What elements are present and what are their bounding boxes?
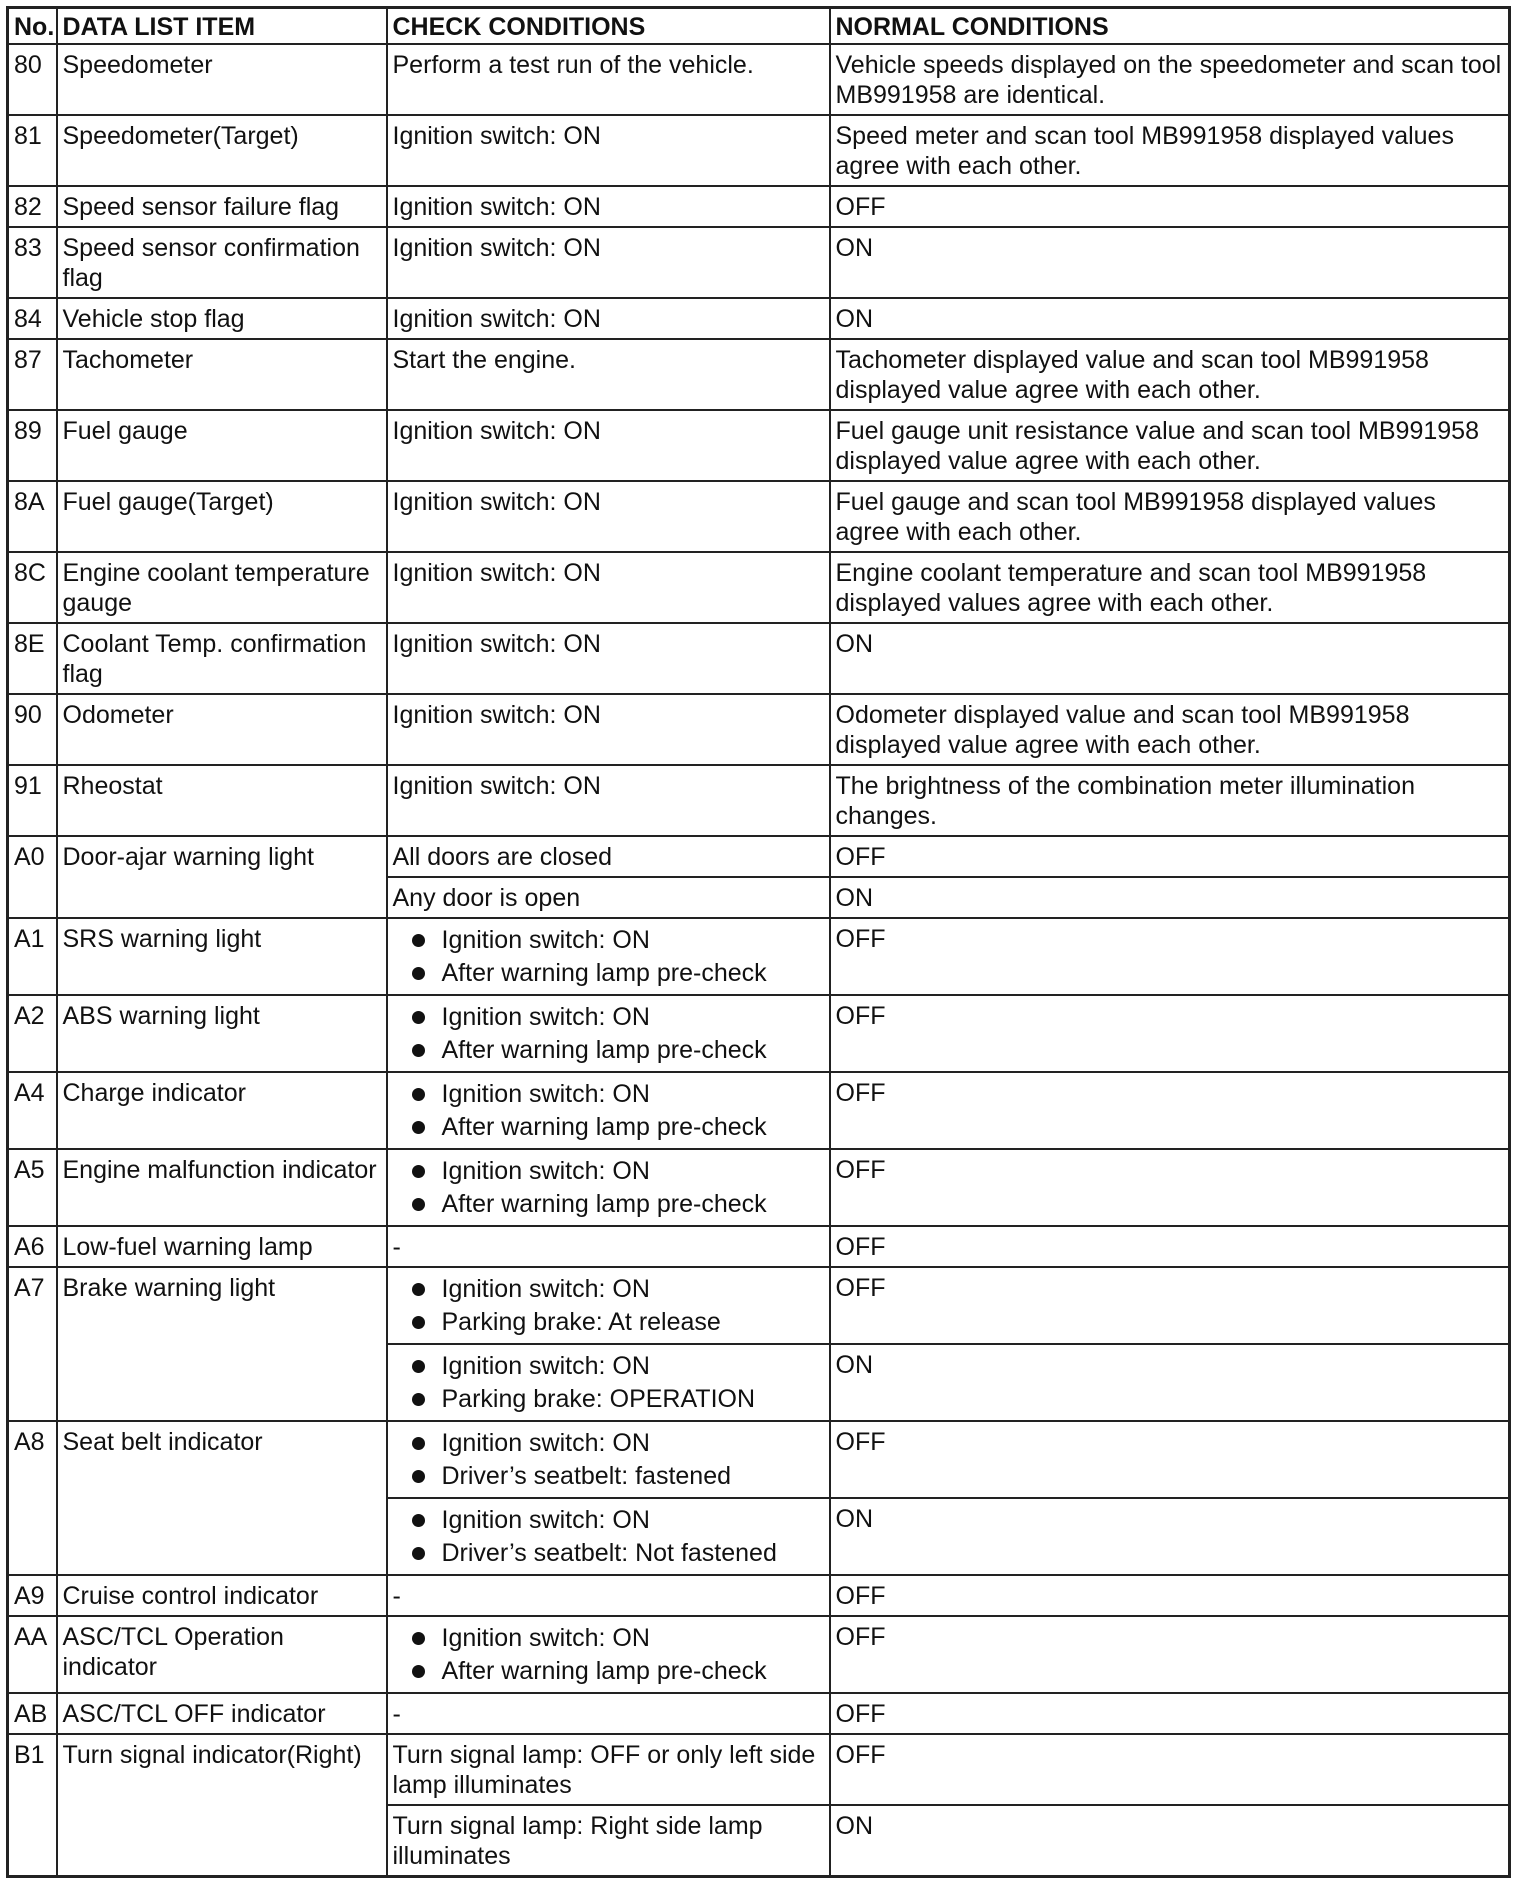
check-condition-bullet: Ignition switch: ON	[412, 1622, 824, 1655]
item-name: Turn signal indicator(Right)	[57, 1734, 387, 1877]
table-row	[8, 227, 1510, 298]
check-condition: All doors are closed	[387, 836, 830, 877]
item-name: Brake warning light	[57, 1267, 387, 1421]
check-condition: -	[387, 1693, 830, 1734]
normal-condition: ON	[830, 298, 1510, 339]
normal-condition: OFF	[830, 918, 1510, 995]
item-name: Odometer	[57, 694, 387, 765]
normal-condition: OFF	[830, 1616, 1510, 1693]
check-condition: Turn signal lamp: Right side lamp illuminates	[387, 1805, 830, 1877]
normal-condition: OFF	[830, 836, 1510, 877]
normal-condition: Fuel gauge and scan tool MB991958 displayed values agree with each other.	[830, 481, 1510, 552]
normal-condition: Fuel gauge unit resistance value and scan tool MB991958 displayed value agree with each other.	[830, 410, 1510, 481]
table-row	[8, 481, 1510, 552]
check-condition: Ignition switch: ON	[387, 694, 830, 765]
table-row	[8, 410, 1510, 481]
item-number: B1	[8, 1734, 57, 1877]
item-name: Charge indicator	[57, 1072, 387, 1149]
item-number: 87	[8, 339, 57, 410]
table-row	[8, 298, 1510, 339]
item-number: 82	[8, 186, 57, 227]
item-name: Rheostat	[57, 765, 387, 836]
check-condition: -	[387, 1575, 830, 1616]
item-name: Engine malfunction indicator	[57, 1149, 387, 1226]
check-condition	[387, 1149, 830, 1226]
item-number: A9	[8, 1575, 57, 1616]
item-number: 83	[8, 227, 57, 298]
item-number: AA	[8, 1616, 57, 1693]
check-condition-bullet: After warning lamp pre-check	[412, 1655, 824, 1688]
check-condition-bullet: Driver’s seatbelt: fastened	[412, 1460, 824, 1493]
item-name: ASC/TCL OFF indicator	[57, 1693, 387, 1734]
item-name: Engine coolant temperature gauge	[57, 552, 387, 623]
normal-condition: OFF	[830, 1267, 1510, 1344]
header-data-list-item: DATA LIST ITEM	[57, 8, 387, 45]
table-row	[8, 44, 1510, 115]
item-name: Vehicle stop flag	[57, 298, 387, 339]
table-row	[8, 115, 1510, 186]
item-name: Seat belt indicator	[57, 1421, 387, 1575]
check-condition-list	[393, 1078, 824, 1144]
item-number: 8C	[8, 552, 57, 623]
table-row	[8, 1693, 1510, 1734]
normal-condition: ON	[830, 623, 1510, 694]
normal-condition: OFF	[830, 1072, 1510, 1149]
item-number: A8	[8, 1421, 57, 1575]
item-number: 84	[8, 298, 57, 339]
check-condition-bullet: Ignition switch: ON	[412, 1273, 824, 1306]
table-row	[8, 1072, 1510, 1149]
normal-condition: Engine coolant temperature and scan tool MB991958 displayed values agree with each other.	[830, 552, 1510, 623]
table-row	[8, 694, 1510, 765]
normal-condition: OFF	[830, 1149, 1510, 1226]
table-row	[8, 623, 1510, 694]
item-number: 90	[8, 694, 57, 765]
table-row	[8, 1149, 1510, 1226]
item-name: Door-ajar warning light	[57, 836, 387, 918]
check-condition-bullet: Ignition switch: ON	[412, 1504, 824, 1537]
item-number: A1	[8, 918, 57, 995]
item-number: 81	[8, 115, 57, 186]
check-condition-list	[393, 1350, 824, 1416]
table-row	[8, 1575, 1510, 1616]
item-number: A0	[8, 836, 57, 918]
check-condition-list	[393, 1504, 824, 1570]
item-number: A5	[8, 1149, 57, 1226]
item-number: 80	[8, 44, 57, 115]
check-condition: Ignition switch: ON	[387, 552, 830, 623]
check-condition-list	[393, 1622, 824, 1688]
item-name: SRS warning light	[57, 918, 387, 995]
item-name: Speed sensor failure flag	[57, 186, 387, 227]
normal-condition: Speed meter and scan tool MB991958 displayed values agree with each other.	[830, 115, 1510, 186]
normal-condition: ON	[830, 877, 1510, 918]
item-number: AB	[8, 1693, 57, 1734]
check-condition-bullet: After warning lamp pre-check	[412, 957, 824, 990]
normal-condition: Vehicle speeds displayed on the speedometer and scan tool MB991958 are identical.	[830, 44, 1510, 115]
check-condition-bullet: Parking brake: At release	[412, 1306, 824, 1339]
table-row	[8, 552, 1510, 623]
check-condition-list	[393, 1155, 824, 1221]
check-condition: Turn signal lamp: OFF or only left side lamp illuminates	[387, 1734, 830, 1805]
check-condition-bullet: Ignition switch: ON	[412, 1350, 824, 1383]
check-condition: Ignition switch: ON	[387, 115, 830, 186]
check-condition-bullet: Driver’s seatbelt: Not fastened	[412, 1537, 824, 1570]
item-name: ABS warning light	[57, 995, 387, 1072]
check-condition-bullet: Ignition switch: ON	[412, 1078, 824, 1111]
item-name: ASC/TCL Operation indicator	[57, 1616, 387, 1693]
check-condition	[387, 1267, 830, 1344]
check-condition-list	[393, 1273, 824, 1339]
normal-condition: Odometer displayed value and scan tool MB991958 displayed value agree with each other.	[830, 694, 1510, 765]
header-normal-conditions: NORMAL CONDITIONS	[830, 8, 1510, 45]
check-condition	[387, 995, 830, 1072]
header-row	[8, 8, 1510, 45]
check-condition	[387, 1072, 830, 1149]
check-condition: Any door is open	[387, 877, 830, 918]
item-name: Fuel gauge	[57, 410, 387, 481]
check-condition: Ignition switch: ON	[387, 186, 830, 227]
item-name: Speed sensor confirmation flag	[57, 227, 387, 298]
table-row	[8, 1421, 1510, 1498]
check-condition-bullet: Ignition switch: ON	[412, 924, 824, 957]
table-row	[8, 186, 1510, 227]
table-row	[8, 765, 1510, 836]
check-condition-list	[393, 1001, 824, 1067]
item-name: Low-fuel warning lamp	[57, 1226, 387, 1267]
check-condition: Ignition switch: ON	[387, 623, 830, 694]
check-condition-bullet: After warning lamp pre-check	[412, 1034, 824, 1067]
normal-condition: ON	[830, 1498, 1510, 1575]
table-row	[8, 339, 1510, 410]
check-condition-list	[393, 924, 824, 990]
item-name: Cruise control indicator	[57, 1575, 387, 1616]
check-condition: Start the engine.	[387, 339, 830, 410]
item-number: A7	[8, 1267, 57, 1421]
normal-condition: OFF	[830, 1421, 1510, 1498]
normal-condition: OFF	[830, 995, 1510, 1072]
table-row	[8, 918, 1510, 995]
item-number: A2	[8, 995, 57, 1072]
check-condition	[387, 1344, 830, 1421]
table-row	[8, 1267, 1510, 1344]
check-condition: -	[387, 1226, 830, 1267]
normal-condition: ON	[830, 227, 1510, 298]
check-condition: Ignition switch: ON	[387, 481, 830, 552]
normal-condition: ON	[830, 1805, 1510, 1877]
table-row	[8, 836, 1510, 877]
check-condition: Perform a test run of the vehicle.	[387, 44, 830, 115]
item-number: 89	[8, 410, 57, 481]
item-number: 91	[8, 765, 57, 836]
check-condition: Ignition switch: ON	[387, 765, 830, 836]
item-number: A4	[8, 1072, 57, 1149]
normal-condition: The brightness of the combination meter illumination changes.	[830, 765, 1510, 836]
check-condition-bullet: After warning lamp pre-check	[412, 1111, 824, 1144]
normal-condition: Tachometer displayed value and scan tool MB991958 displayed value agree with each other.	[830, 339, 1510, 410]
normal-condition: OFF	[830, 1575, 1510, 1616]
normal-condition: OFF	[830, 186, 1510, 227]
table-row	[8, 1734, 1510, 1805]
item-number: 8A	[8, 481, 57, 552]
item-name: Speedometer	[57, 44, 387, 115]
item-number: A6	[8, 1226, 57, 1267]
check-condition-bullet: Ignition switch: ON	[412, 1155, 824, 1188]
check-condition: Ignition switch: ON	[387, 227, 830, 298]
item-name: Fuel gauge(Target)	[57, 481, 387, 552]
check-condition-bullet: Parking brake: OPERATION	[412, 1383, 824, 1416]
check-condition: Ignition switch: ON	[387, 298, 830, 339]
item-number: 8E	[8, 623, 57, 694]
table-header	[8, 8, 1510, 45]
table-row	[8, 1226, 1510, 1267]
check-condition-bullet: Ignition switch: ON	[412, 1001, 824, 1034]
normal-condition: OFF	[830, 1226, 1510, 1267]
check-condition-list	[393, 1427, 824, 1493]
check-condition	[387, 918, 830, 995]
check-condition-bullet: Ignition switch: ON	[412, 1427, 824, 1460]
check-condition	[387, 1421, 830, 1498]
item-name: Speedometer(Target)	[57, 115, 387, 186]
data-list-page	[6, 6, 1508, 1878]
table-body	[8, 44, 1510, 1877]
item-name: Tachometer	[57, 339, 387, 410]
normal-condition: OFF	[830, 1693, 1510, 1734]
check-condition	[387, 1616, 830, 1693]
normal-condition: OFF	[830, 1734, 1510, 1805]
check-condition-bullet: After warning lamp pre-check	[412, 1188, 824, 1221]
table-row	[8, 1616, 1510, 1693]
data-list-table	[6, 6, 1511, 1878]
check-condition: Ignition switch: ON	[387, 410, 830, 481]
header-check-conditions: CHECK CONDITIONS	[387, 8, 830, 45]
header-no: No.	[8, 8, 57, 45]
item-name: Coolant Temp. confirmation flag	[57, 623, 387, 694]
check-condition	[387, 1498, 830, 1575]
table-row	[8, 995, 1510, 1072]
normal-condition: ON	[830, 1344, 1510, 1421]
